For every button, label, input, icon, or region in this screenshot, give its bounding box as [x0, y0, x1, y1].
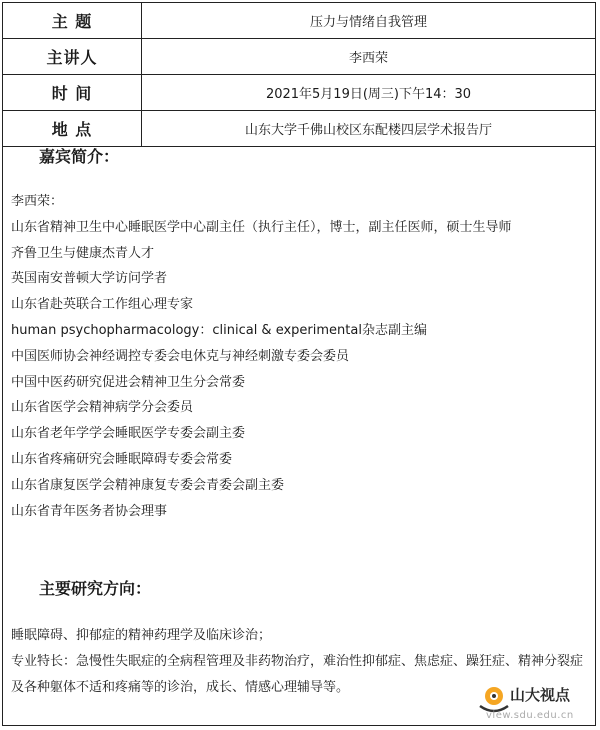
bio-line: 英国南安普顿大学访问学者 — [11, 271, 168, 287]
research-focus-line: 睡眠障碍、抑郁症的精神药理学及临床诊治； — [11, 628, 272, 643]
place-row — [3, 111, 595, 147]
bio-line: 中国医师协会神经调控专委会电休克与神经刺激专委会委员 — [11, 348, 350, 364]
watermark-url: view.sdu.edu.cn — [486, 710, 574, 721]
event-notice-sheet — [2, 2, 596, 726]
watermark-logo — [476, 680, 596, 728]
time-value: 2021年5月19日(周三)下午14：30 — [265, 87, 472, 102]
time-label: 时 间 — [3, 75, 142, 110]
bio-line: 山东省疼痛研究会睡眠障碍专委会常委 — [11, 451, 233, 467]
bio-line: human psychopharmacology：clinical & experimental杂志副主编 — [11, 322, 427, 338]
bio-line: 山东省老年学学会睡眠医学专委会副主委 — [11, 426, 246, 442]
place-value: 山东大学千佛山校区东配楼四层学术报告厅 — [244, 123, 492, 138]
research-heading: 主要研究方向： — [39, 579, 152, 598]
bio-line: 山东省青年医务者协会理事 — [11, 503, 168, 519]
topic-value: 压力与情绪自我管理 — [309, 15, 427, 30]
time-row — [3, 75, 595, 111]
bio-line: 山东省赴英联合工作组心理专家 — [11, 297, 194, 313]
watermark-name: 山大视点 — [510, 686, 571, 704]
bio-line: 山东省精神卫生中心睡眠医学中心副主任（执行主任），博士，副主任医师，硕士生导师 — [11, 219, 512, 235]
bio-line: 齐鲁卫生与健康杰青人才 — [11, 245, 155, 261]
guest-bio-list — [11, 189, 585, 524]
research-specialty: 专业特长：急慢性失眠症的全病程管理及非药物治疗，难治性抑郁症、焦虑症、躁狂症、精神分裂症及各种躯体不适和疼痛等的诊治，成长、情感心理辅导等。 — [11, 654, 584, 695]
bio-line: 中国中医药研究促进会精神卫生分会常委 — [11, 374, 246, 390]
bio-line: 李西荣： — [11, 194, 64, 209]
bio-line: 山东省康复医学会精神康复专委会青委会副主委 — [11, 477, 285, 493]
topic-label: 主 题 — [3, 3, 142, 38]
speaker-value: 李西荣 — [348, 51, 388, 66]
speaker-row — [3, 39, 595, 75]
guest-heading: 嘉宾简介： — [39, 147, 120, 166]
place-label: 地 点 — [3, 111, 142, 146]
bio-line: 山东省医学会精神病学分会委员 — [11, 400, 194, 416]
speaker-label: 主讲人 — [3, 39, 142, 74]
topic-row — [3, 3, 595, 39]
